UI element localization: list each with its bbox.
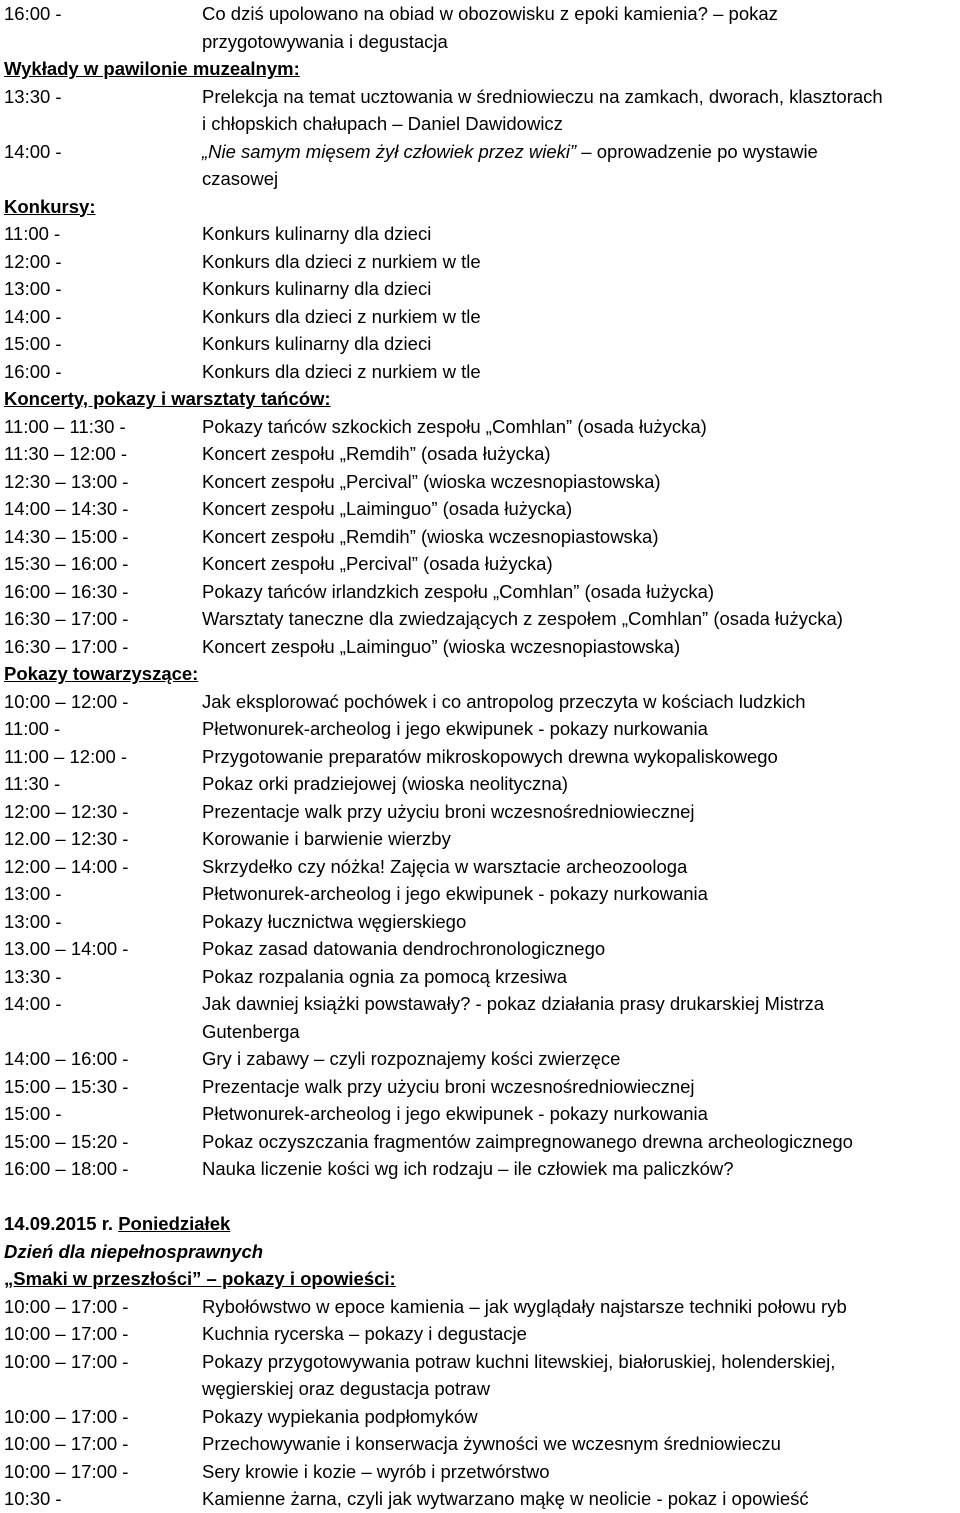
schedule-entry xyxy=(4,440,956,468)
entry-time: 16:00 - xyxy=(4,3,62,24)
entry-title-italic: „Nie samym mięsem żył człowiek przez wieki” xyxy=(202,140,577,162)
entry-description: Pokaz zasad datowania dendrochronologicznego xyxy=(202,938,606,959)
entry-time: 16:30 – 17:00 - xyxy=(4,635,129,657)
entry-time: 11:00 – 12:00 - xyxy=(4,745,128,767)
schedule-entry xyxy=(4,220,956,248)
entry-description: Przechowywanie i konserwacja żywności we wczesnym średniowieczu xyxy=(202,1433,781,1454)
schedule-entry xyxy=(4,138,956,166)
entry-description: Pokazy przygotowywania potraw kuchni litewskiej, białoruskiej, holenderskiej, xyxy=(202,1350,836,1372)
schedule-entry xyxy=(4,1128,956,1156)
entry-description-rest: – oprowadzenie po wystawie xyxy=(576,140,818,162)
entry-time: 13:00 - xyxy=(4,278,62,299)
entry-time: 10:30 - xyxy=(4,1488,62,1509)
entry-time: 15:00 – 15:30 - xyxy=(4,1075,129,1097)
entry-time: 10:00 – 17:00 - xyxy=(4,1295,129,1317)
schedule-entry xyxy=(4,963,956,991)
entry-description: Płetwonurek-archeolog i jego ekwipunek - pokazy nurkowania xyxy=(202,883,708,904)
entry-description: Płetwonurek-archeolog i jego ekwipunek - pokazy nurkowania xyxy=(202,1103,708,1124)
day-subtitle: Dzień dla niepełnosprawnych xyxy=(4,1240,264,1262)
entry-description: Konkurs kulinarny dla dzieci xyxy=(202,223,432,244)
entry-description: Nauka liczenie kości wg ich rodzaju – ile człowiek ma paliczków? xyxy=(202,1158,734,1179)
entry-time: 12:00 - xyxy=(4,250,62,272)
schedule-entry xyxy=(4,83,956,111)
schedule-entry xyxy=(4,1485,956,1513)
schedule-entry xyxy=(4,770,956,798)
schedule-entry xyxy=(4,743,956,771)
entry-time: 11:30 – 12:00 - xyxy=(4,443,128,464)
section-spacer xyxy=(4,1183,956,1211)
entry-description: Pokazy tańców irlandzkich zespołu „Comhlan” (osada łużycka) xyxy=(202,580,715,602)
entry-description: Konkurs dla dzieci z nurkiem w tle xyxy=(202,305,481,327)
entry-description: Pokazy wypiekania podpłomyków xyxy=(202,1405,478,1427)
entry-description: Przygotowanie preparatów mikroskopowych drewna wykopaliskowego xyxy=(202,745,778,767)
entry-time: 15:30 – 16:00 - xyxy=(4,553,129,574)
entry-description: Płetwonurek-archeolog i jego ekwipunek - pokazy nurkowania xyxy=(202,718,708,739)
entry-time: 13:30 - xyxy=(4,85,62,107)
entry-description: Kamienne żarna, czyli jak wytwarzano mąkę w neolicie - pokaz i opowieść xyxy=(202,1488,809,1509)
schedule-entry xyxy=(4,990,956,1018)
entry-time: 14:00 – 16:00 - xyxy=(4,1048,129,1069)
schedule-entry xyxy=(4,358,956,386)
schedule-entry xyxy=(4,523,956,551)
schedule-entry xyxy=(4,1100,956,1128)
entry-time: 10:00 – 17:00 - xyxy=(4,1405,129,1427)
entry-time: 16:00 – 18:00 - xyxy=(4,1158,129,1179)
schedule-entry xyxy=(4,303,956,331)
entry-time: 10:00 – 17:00 - xyxy=(4,1323,129,1344)
schedule-entry xyxy=(4,1293,956,1321)
section-heading-wyklady: Wykłady w pawilonie muzealnym: xyxy=(4,58,300,79)
entry-time: 11:30 - xyxy=(4,773,61,794)
entry-description: Pokaz rozpalania ognia za pomocą krzesiwa xyxy=(202,965,568,987)
schedule-entry xyxy=(4,798,956,826)
entry-description: Jak eksplorować pochówek i co antropolog przeczyta w kościach ludzkich xyxy=(202,690,806,712)
schedule-entry xyxy=(4,1045,956,1073)
entry-description: Skrzydełko czy nóżka! Zajęcia w warsztacie archeozoologa xyxy=(202,855,688,877)
entry-description: Koncert zespołu „Remdih” (osada łużycka) xyxy=(202,443,551,464)
schedule-entry xyxy=(4,1155,956,1183)
entry-description: Gry i zabawy – czyli rozpoznajemy kości zwierzęce xyxy=(202,1048,621,1069)
schedule-entry xyxy=(4,1348,956,1376)
entry-time: 14:00 – 14:30 - xyxy=(4,498,129,519)
schedule-entry xyxy=(4,853,956,881)
entry-time: 11:00 - xyxy=(4,223,61,244)
section-heading-konkursy: Konkursy: xyxy=(4,195,96,217)
entry-time: 14:00 - xyxy=(4,140,62,162)
section-heading-koncerty: Koncerty, pokazy i warsztaty tańców: xyxy=(4,388,331,409)
entry-time: 10:00 – 17:00 - xyxy=(4,1460,129,1482)
entry-time: 16:30 – 17:00 - xyxy=(4,608,129,629)
entry-description: Koncert zespołu „Remdih” (wioska wczesnopiastowska) xyxy=(202,525,659,547)
schedule-entry xyxy=(4,1458,956,1486)
entry-description: Jak dawniej książki powstawały? - pokaz działania prasy drukarskiej Mistrza xyxy=(202,993,825,1014)
entry-time: 13:30 - xyxy=(4,965,62,987)
entry-description: Rybołówstwo w epoce kamienia – jak wyglądały najstarsze techniki połowu ryb xyxy=(202,1295,847,1317)
day-header xyxy=(4,1210,956,1238)
schedule-entry xyxy=(4,495,956,523)
schedule-entry xyxy=(4,825,956,853)
section-heading-smaki: „Smaki w przeszłości” – pokazy i opowieści: xyxy=(4,1268,396,1289)
entry-time: 15:00 - xyxy=(4,333,62,354)
entry-time: 13:00 - xyxy=(4,883,62,904)
schedule-entry xyxy=(4,688,956,716)
entry-description: Koncert zespołu „Percival” (osada łużycka) xyxy=(202,553,553,574)
entry-time: 16:00 – 16:30 - xyxy=(4,580,129,602)
schedule-entry xyxy=(4,275,956,303)
day-date: 14.09.2015 r. xyxy=(4,1213,114,1234)
day-weekday: Poniedziałek xyxy=(118,1213,231,1234)
entry-description: Konkurs dla dzieci z nurkiem w tle xyxy=(202,250,481,272)
schedule-entry xyxy=(4,1320,956,1348)
entry-time: 14:00 - xyxy=(4,305,62,327)
entry-description-continued: czasowej xyxy=(202,168,279,189)
entry-description: Pokazy łucznictwa węgierskiego xyxy=(202,910,467,932)
entry-time: 10:00 – 12:00 - xyxy=(4,690,129,712)
schedule-entry xyxy=(4,248,956,276)
schedule-entry xyxy=(4,605,956,633)
entry-time: 10:00 – 17:00 - xyxy=(4,1433,129,1454)
entry-time: 13.00 – 14:00 - xyxy=(4,938,129,959)
entry-time: 15:00 - xyxy=(4,1103,62,1124)
entry-description: Prezentacje walk przy użyciu broni wczesnośredniowiecznej xyxy=(202,1075,695,1097)
entry-description: Korowanie i barwienie wierzby xyxy=(202,828,451,849)
schedule-entry xyxy=(4,0,956,28)
entry-description: Koncert zespołu „Percival” (wioska wczesnopiastowska) xyxy=(202,470,661,492)
entry-description: Pokaz orki pradziejowej (wioska neolityczna) xyxy=(202,773,569,794)
schedule-entry xyxy=(4,715,956,743)
entry-description xyxy=(202,138,956,166)
entry-description: Konkurs kulinarny dla dzieci xyxy=(202,278,432,299)
schedule-entry xyxy=(4,633,956,661)
schedule-entry xyxy=(4,413,956,441)
entry-description: Warsztaty taneczne dla zwiedzających z zespołem „Comhlan” (osada łużycka) xyxy=(202,608,843,629)
schedule-entry xyxy=(4,1073,956,1101)
entry-description-continued: przygotowywania i degustacja xyxy=(202,30,448,52)
entry-description: Kuchnia rycerska – pokazy i degustacje xyxy=(202,1323,527,1344)
entry-description: Co dziś upolowano na obiad w obozowisku z epoki kamienia? – pokaz xyxy=(202,3,778,24)
entry-description-continued: Gutenberga xyxy=(202,1020,300,1042)
entry-description: Pokazy tańców szkockich zespołu „Comhlan” (osada łużycka) xyxy=(202,415,707,437)
section-heading-pokazy: Pokazy towarzyszące: xyxy=(4,663,199,684)
entry-time: 13:00 - xyxy=(4,910,62,932)
entry-time: 11:00 - xyxy=(4,718,61,739)
entry-description-continued: węgierskiej oraz degustacja potraw xyxy=(202,1378,490,1399)
entry-time: 11:00 – 11:30 - xyxy=(4,415,126,437)
entry-time: 15:00 – 15:20 - xyxy=(4,1130,129,1152)
entry-time: 12.00 – 12:30 - xyxy=(4,828,129,849)
schedule-entry xyxy=(4,935,956,963)
entry-description: Prelekcja na temat ucztowania w średniowieczu na zamkach, dworach, klasztorach xyxy=(202,85,883,107)
entry-description: Konkurs dla dzieci z nurkiem w tle xyxy=(202,360,481,382)
entry-description: Sery krowie i kozie – wyrób i przetwórstwo xyxy=(202,1460,550,1482)
entry-description: Prezentacje walk przy użyciu broni wczesnośredniowiecznej xyxy=(202,800,695,822)
schedule-entry xyxy=(4,578,956,606)
entry-time: 12:00 – 12:30 - xyxy=(4,800,129,822)
schedule-entry xyxy=(4,880,956,908)
schedule-entry xyxy=(4,330,956,358)
entry-description: Koncert zespołu „Laiminguo” (wioska wczesnopiastowska) xyxy=(202,635,681,657)
entry-time: 12:00 – 14:00 - xyxy=(4,855,129,877)
schedule-entry xyxy=(4,908,956,936)
schedule-entry xyxy=(4,1430,956,1458)
entry-time: 16:00 - xyxy=(4,360,62,382)
entry-description: Pokaz oczyszczania fragmentów zaimpregnowanego drewna archeologicznego xyxy=(202,1130,853,1152)
schedule-entry xyxy=(4,550,956,578)
entry-description: Konkurs kulinarny dla dzieci xyxy=(202,333,432,354)
entry-time: 14:30 – 15:00 - xyxy=(4,525,129,547)
schedule-entry xyxy=(4,1403,956,1431)
schedule-entry xyxy=(4,468,956,496)
entry-time: 10:00 – 17:00 - xyxy=(4,1350,129,1372)
entry-time: 14:00 - xyxy=(4,993,62,1014)
entry-description: Koncert zespołu „Laiminguo” (osada łużycka) xyxy=(202,498,573,519)
entry-description-continued: i chłopskich chałupach – Daniel Dawidowicz xyxy=(202,113,563,134)
entry-time: 12:30 – 13:00 - xyxy=(4,470,129,492)
